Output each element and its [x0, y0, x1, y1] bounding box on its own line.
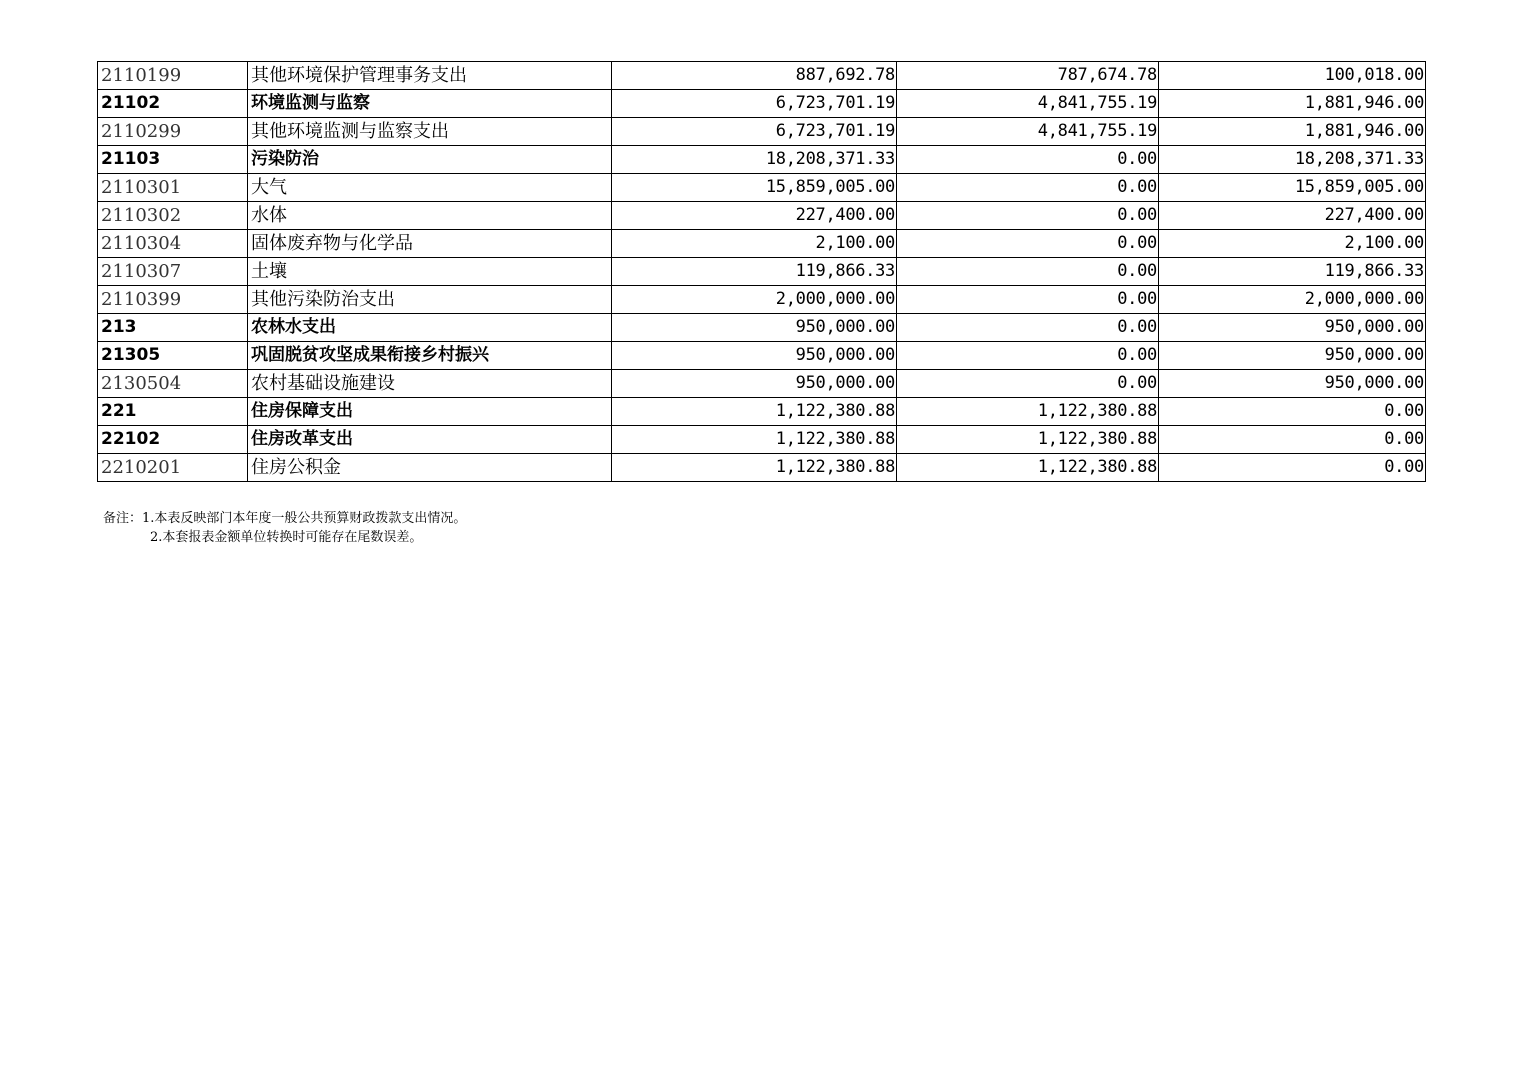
row-code-cell: 2110301: [98, 174, 248, 202]
row-project-cell: 119,866.33: [1159, 258, 1426, 286]
row-total-cell: 18,208,371.33: [612, 146, 897, 174]
row-basic-cell: 0.00: [897, 230, 1159, 258]
row-project-cell: 0.00: [1159, 426, 1426, 454]
footnote-line-1: 备注：1.本表反映部门本年度一般公共预算财政拨款支出情况。: [103, 511, 467, 526]
expenditure-table: [97, 61, 1426, 482]
row-project-cell: 18,208,371.33: [1159, 146, 1426, 174]
row-name-cell: 土壤: [248, 258, 612, 286]
row-name-cell: 农林水支出: [248, 314, 612, 342]
row-basic-cell: 0.00: [897, 202, 1159, 230]
table-row: [98, 146, 1426, 174]
row-project-cell: 950,000.00: [1159, 314, 1426, 342]
row-basic-cell: 787,674.78: [897, 62, 1159, 90]
row-code-cell: 2110399: [98, 286, 248, 314]
row-name-cell: 固体废弃物与化学品: [248, 230, 612, 258]
row-basic-cell: 4,841,755.19: [897, 118, 1159, 146]
row-basic-cell: 0.00: [897, 286, 1159, 314]
row-total-cell: 950,000.00: [612, 370, 897, 398]
table-row: [98, 90, 1426, 118]
row-code-cell: 21305: [98, 342, 248, 370]
table-row: [98, 258, 1426, 286]
table-row: [98, 454, 1426, 482]
row-name-cell: 环境监测与监察: [248, 90, 612, 118]
row-project-cell: 950,000.00: [1159, 370, 1426, 398]
row-total-cell: 6,723,701.19: [612, 90, 897, 118]
footnote-line-2: 2.本套报表金额单位转换时可能存在尾数误差。: [150, 530, 423, 545]
table-row: [98, 398, 1426, 426]
row-name-cell: 其他污染防治支出: [248, 286, 612, 314]
row-project-cell: 1,881,946.00: [1159, 118, 1426, 146]
row-project-cell: 2,000,000.00: [1159, 286, 1426, 314]
row-project-cell: 0.00: [1159, 398, 1426, 426]
row-name-cell: 住房保障支出: [248, 398, 612, 426]
row-code-cell: 221: [98, 398, 248, 426]
table-row: [98, 230, 1426, 258]
row-total-cell: 887,692.78: [612, 62, 897, 90]
row-total-cell: 950,000.00: [612, 314, 897, 342]
row-code-cell: 2110302: [98, 202, 248, 230]
table-row: [98, 118, 1426, 146]
row-total-cell: 1,122,380.88: [612, 398, 897, 426]
table-body: [98, 62, 1426, 482]
row-project-cell: 0.00: [1159, 454, 1426, 482]
row-basic-cell: 0.00: [897, 258, 1159, 286]
row-name-cell: 巩固脱贫攻坚成果衔接乡村振兴: [248, 342, 612, 370]
row-code-cell: 2130504: [98, 370, 248, 398]
row-basic-cell: 0.00: [897, 174, 1159, 202]
row-name-cell: 污染防治: [248, 146, 612, 174]
footnotes: [103, 509, 466, 547]
row-total-cell: 950,000.00: [612, 342, 897, 370]
row-total-cell: 1,122,380.88: [612, 426, 897, 454]
table-row: [98, 426, 1426, 454]
row-project-cell: 2,100.00: [1159, 230, 1426, 258]
table-row: [98, 314, 1426, 342]
row-code-cell: 21102: [98, 90, 248, 118]
row-basic-cell: 0.00: [897, 146, 1159, 174]
row-name-cell: 大气: [248, 174, 612, 202]
row-name-cell: 其他环境监测与监察支出: [248, 118, 612, 146]
row-project-cell: 227,400.00: [1159, 202, 1426, 230]
row-total-cell: 15,859,005.00: [612, 174, 897, 202]
row-project-cell: 100,018.00: [1159, 62, 1426, 90]
table-row: [98, 174, 1426, 202]
table-row: [98, 342, 1426, 370]
row-basic-cell: 4,841,755.19: [897, 90, 1159, 118]
table-row: [98, 370, 1426, 398]
row-name-cell: 农村基础设施建设: [248, 370, 612, 398]
row-code-cell: 2210201: [98, 454, 248, 482]
table-row: [98, 286, 1426, 314]
row-total-cell: 119,866.33: [612, 258, 897, 286]
row-code-cell: 22102: [98, 426, 248, 454]
row-name-cell: 住房改革支出: [248, 426, 612, 454]
row-total-cell: 227,400.00: [612, 202, 897, 230]
row-basic-cell: 1,122,380.88: [897, 426, 1159, 454]
row-basic-cell: 0.00: [897, 342, 1159, 370]
row-code-cell: 2110304: [98, 230, 248, 258]
row-basic-cell: 1,122,380.88: [897, 398, 1159, 426]
row-code-cell: 2110299: [98, 118, 248, 146]
row-project-cell: 1,881,946.00: [1159, 90, 1426, 118]
row-project-cell: 15,859,005.00: [1159, 174, 1426, 202]
row-basic-cell: 1,122,380.88: [897, 454, 1159, 482]
row-name-cell: 住房公积金: [248, 454, 612, 482]
row-basic-cell: 0.00: [897, 370, 1159, 398]
row-code-cell: 2110199: [98, 62, 248, 90]
row-project-cell: 950,000.00: [1159, 342, 1426, 370]
row-code-cell: 21103: [98, 146, 248, 174]
row-total-cell: 2,000,000.00: [612, 286, 897, 314]
row-basic-cell: 0.00: [897, 314, 1159, 342]
row-total-cell: 2,100.00: [612, 230, 897, 258]
row-code-cell: 2110307: [98, 258, 248, 286]
row-total-cell: 6,723,701.19: [612, 118, 897, 146]
table-row: [98, 202, 1426, 230]
table-row: [98, 62, 1426, 90]
row-code-cell: 213: [98, 314, 248, 342]
row-total-cell: 1,122,380.88: [612, 454, 897, 482]
row-name-cell: 其他环境保护管理事务支出: [248, 62, 612, 90]
row-name-cell: 水体: [248, 202, 612, 230]
